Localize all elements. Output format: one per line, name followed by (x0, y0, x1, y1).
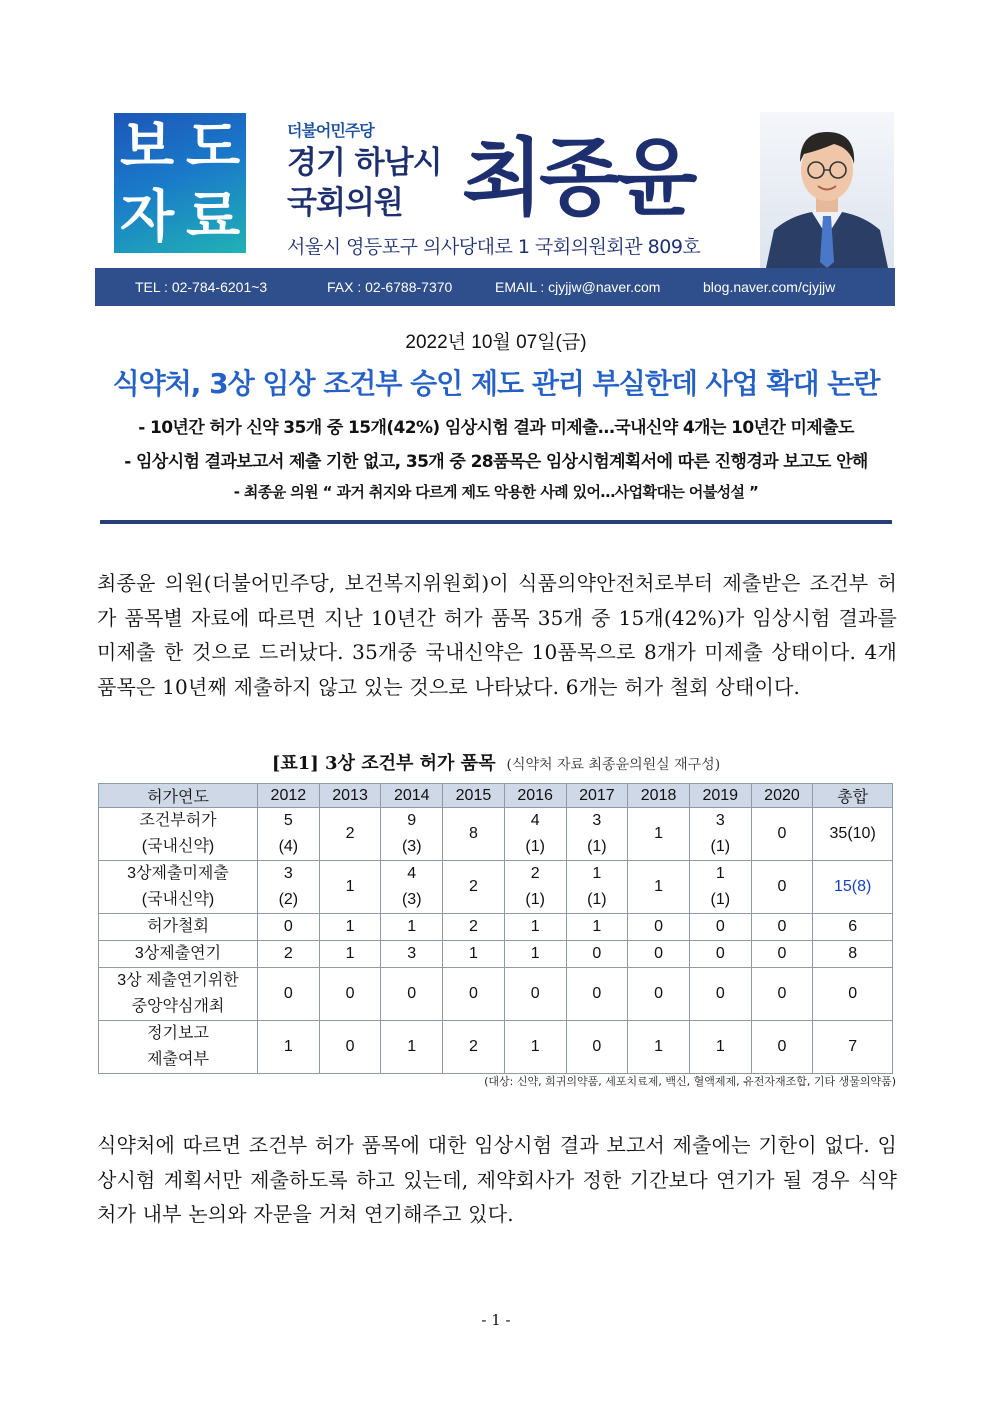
member-title (287, 143, 442, 223)
cell-value: 0 (283, 985, 293, 1002)
table-cell (381, 1021, 443, 1074)
table-cell (751, 808, 813, 861)
row-label-line: (국내신약) (141, 838, 215, 855)
table-cell (566, 1021, 628, 1074)
cell-value: 8 (848, 945, 858, 962)
table-row (99, 808, 893, 861)
cell-value: 0 (715, 918, 725, 935)
cell-value: 7 (848, 1038, 858, 1055)
row-label-line: 조건부허가 (139, 812, 217, 829)
divider-rule (100, 520, 892, 524)
cell-value: 0 (283, 918, 293, 935)
table-cell (319, 1021, 381, 1074)
table-cell (628, 968, 690, 1021)
badge-char: 료 (185, 185, 241, 250)
table-cell (689, 808, 751, 861)
table-title: [표1] 3상 조건부 허가 품목 (271, 753, 496, 774)
contact-email[interactable]: EMAIL : cjyjjw@naver.com (495, 279, 661, 295)
table-cell (751, 941, 813, 968)
table-cell (504, 861, 566, 914)
row-label-line: 3상제출연기 (134, 945, 222, 962)
title-line: 국회의원 (287, 185, 403, 221)
member-portrait (760, 112, 894, 268)
table-cell (504, 1021, 566, 1074)
cell-value: 0 (777, 945, 787, 962)
table-cell (381, 808, 443, 861)
table-cell (566, 941, 628, 968)
row-label-line: 허가철회 (147, 918, 209, 935)
table-header-row (99, 784, 893, 808)
cell-value: 6 (848, 918, 858, 935)
header-cell: 총합 (813, 784, 893, 808)
table-cell (628, 1021, 690, 1074)
cell-value: 3 (407, 945, 417, 962)
contact-tel: TEL : 02-784-6201~3 (135, 279, 268, 295)
table-cell (751, 861, 813, 914)
party-name: 더불어민주당 (287, 121, 374, 140)
table-cell (689, 914, 751, 941)
cell-value: (1) (587, 891, 607, 908)
cell-value: 2 (530, 865, 540, 882)
header-cell: 2019 (689, 784, 751, 808)
table-cell (751, 914, 813, 941)
cell-value: 15(8) (833, 878, 872, 895)
cell-value: 1 (283, 1038, 293, 1055)
table-row (99, 968, 893, 1021)
cell-value: 0 (592, 985, 602, 1002)
cell-value: 1 (530, 918, 540, 935)
cell-value: 0 (654, 985, 664, 1002)
header-cell: 2013 (319, 784, 381, 808)
table-cell (504, 941, 566, 968)
cell-value: 1 (345, 945, 355, 962)
table-cell (443, 861, 505, 914)
cell-value: 0 (469, 985, 478, 1002)
table-cell (381, 941, 443, 968)
body-paragraph: 최종윤 의원(더불어민주당, 보건복지위원회)이 식품의약안전처로부터 제출받은 조건부 허가 품목별 자료에 따르면 지난 10년간 허가 품목 35개 중 15개(42%)가 임상시험 결과를 미제출 한 것으로 드러났다. 35개중 국내신약은 10품목으로 8개가 미제출 상태이다. 4개 품목은 10년째 제출하지 않고 있는 것으로 나타났다. 6개는 허가 철회 상태이다. (97, 571, 897, 699)
row-label (99, 1021, 258, 1074)
header-cell: 2012 (258, 784, 320, 808)
header-cell: 2020 (751, 784, 813, 808)
header-cell: 2017 (566, 784, 628, 808)
cell-value: 1 (530, 1038, 540, 1055)
cell-value: 1 (407, 918, 417, 935)
cell-value: 1 (592, 865, 602, 882)
table-cell (566, 968, 628, 1021)
cell-value: (1) (525, 838, 545, 855)
cell-value: 1 (654, 1038, 664, 1055)
table-caption (0, 749, 992, 775)
table-cell (504, 914, 566, 941)
table-cell (628, 808, 690, 861)
table-cell (813, 914, 893, 941)
row-label-line: 중앙약심개최 (131, 998, 225, 1015)
header-cell: 2018 (628, 784, 690, 808)
row-label-line: 정기보고 (147, 1025, 209, 1042)
press-release-badge (114, 113, 246, 253)
cell-value: 0 (777, 918, 787, 935)
table-cell (319, 861, 381, 914)
cell-value: (4) (278, 838, 299, 855)
cell-value: 1 (345, 918, 355, 935)
cell-value: 0 (715, 985, 725, 1002)
contact-fax: FAX : 02-6788-7370 (327, 279, 453, 295)
table-cell (504, 808, 566, 861)
table-cell (813, 861, 893, 914)
cell-value: 1 (407, 1038, 417, 1055)
cell-value: 2 (283, 945, 293, 962)
body-paragraph: 식약처에 따르면 조건부 허가 품목에 대한 임상시험 결과 보고서 제출에는 기한이 없다. 임상시험 계획서만 제출하도록 하고 있는데, 제약회사가 정한 기간보다 연기가 될 경우 식약처가 내부 논의와 자문을 거쳐 연기해주고 있다. (97, 1133, 897, 1226)
cell-value: 3 (283, 865, 293, 882)
table-cell (258, 1021, 320, 1074)
row-label (99, 941, 258, 968)
table-cell (319, 941, 381, 968)
table-cell (566, 914, 628, 941)
portrait-image (760, 112, 894, 268)
headline: 식약처, 3상 임상 조건부 승인 제도 관리 부실한데 사업 확대 논란 (112, 367, 880, 400)
cell-value: 0 (777, 985, 787, 1002)
cell-value: 1 (715, 1038, 725, 1055)
table-cell (813, 968, 893, 1021)
cell-value: 4 (530, 812, 540, 829)
cell-value: 3 (715, 812, 725, 829)
cell-value: 3 (592, 812, 602, 829)
table-cell (813, 941, 893, 968)
cell-value: (1) (710, 891, 731, 908)
table-row (99, 861, 893, 914)
cell-value: 0 (592, 1038, 602, 1055)
row-label (99, 968, 258, 1021)
approval-stats-table (98, 783, 893, 1074)
row-label (99, 808, 258, 861)
header-cell: 허가연도 (99, 784, 258, 808)
release-date: 2022년 10월 07일(금) (405, 332, 587, 353)
row-label-line: 3상 제출연기위한 (117, 972, 239, 989)
cell-value: 0 (530, 985, 540, 1002)
table-cell (381, 861, 443, 914)
table-cell (751, 968, 813, 1021)
table-cell (258, 968, 320, 1021)
cell-value: (1) (710, 838, 731, 855)
table-row (99, 941, 893, 968)
cell-value: 0 (345, 1038, 355, 1055)
cell-value: 1 (715, 865, 725, 882)
cell-value: 1 (345, 878, 355, 895)
table-row (99, 1021, 893, 1074)
cell-value: 0 (654, 918, 664, 935)
table-cell (689, 968, 751, 1021)
table-cell (319, 914, 381, 941)
cell-value: 8 (469, 825, 478, 842)
table-cell (258, 941, 320, 968)
header-cell: 2016 (504, 784, 566, 808)
row-label-line: 3상제출미제출 (127, 865, 229, 882)
table-cell (443, 808, 505, 861)
subheadline: - 10년간 허가 신약 35개 중 15개(42%) 임상시험 결과 미제출…국내신약 4개는 10년간 미제출도 (138, 418, 854, 438)
cell-value: (3) (401, 891, 422, 908)
member-name: 최종윤 (462, 129, 694, 227)
table-cell (689, 1021, 751, 1074)
region-line: 경기 하남시 (287, 145, 442, 181)
row-label (99, 914, 258, 941)
row-label-line: 제출여부 (147, 1051, 209, 1068)
cell-value: 0 (715, 945, 725, 962)
cell-value: 0 (848, 985, 858, 1002)
table-cell (751, 1021, 813, 1074)
cell-value: (3) (401, 838, 422, 855)
cell-value: 5 (283, 812, 293, 829)
cell-value: 2 (345, 825, 355, 842)
cell-value: 0 (592, 945, 602, 962)
cell-value: 0 (777, 878, 787, 895)
cell-value: 9 (407, 812, 417, 829)
table-source: (식약처 자료 최종윤의원실 재구성) (506, 757, 721, 773)
table-cell (381, 968, 443, 1021)
table-cell (258, 808, 320, 861)
table-cell (689, 941, 751, 968)
cell-value: 1 (654, 825, 664, 842)
badge-char: 보 (119, 115, 175, 180)
cell-value: (1) (525, 891, 545, 908)
cell-value: 2 (469, 878, 478, 895)
table-cell (443, 1021, 505, 1074)
table-cell (813, 808, 893, 861)
table-cell (381, 914, 443, 941)
cell-value: 35(10) (829, 825, 876, 842)
cell-value: 1 (592, 918, 602, 935)
table-cell (628, 861, 690, 914)
table-cell (443, 941, 505, 968)
cell-value: 0 (654, 945, 664, 962)
office-address: 서울시 영등포구 의사당대로 1 국회의원회관 809호 (287, 236, 701, 258)
table-cell (258, 914, 320, 941)
table-cell (504, 968, 566, 1021)
header-cell: 2015 (443, 784, 505, 808)
cell-value: 0 (777, 1038, 787, 1055)
cell-value: (1) (587, 838, 607, 855)
cell-value: 1 (530, 945, 540, 962)
cell-value: 0 (345, 985, 355, 1002)
table-cell (566, 861, 628, 914)
cell-value: 0 (777, 825, 787, 842)
table-note: (대상: 신약, 희귀의약품, 세포치료제, 백신, 혈액제제, 유전자재조합, 기타 생물의약품) (484, 1075, 896, 1088)
subheadline: - 임상시험 결과보고서 제출 기한 없고, 35개 중 28품목은 임상시험계획서에 따른 진행경과 보고도 안해 (124, 452, 868, 472)
cell-value: 4 (407, 865, 417, 882)
table-cell (566, 808, 628, 861)
table-cell (628, 941, 690, 968)
cell-value: 2 (469, 918, 478, 935)
badge-char: 자 (119, 185, 175, 250)
page-number: - 1 - (481, 1311, 511, 1329)
subheadline: - 최종윤 의원 “ 과거 취지와 다르게 제도 악용한 사례 있어…사업확대는 어불성설 ” (233, 483, 759, 501)
table-row (99, 914, 893, 941)
table-cell (319, 808, 381, 861)
cell-value: 1 (469, 945, 478, 962)
table-cell (319, 968, 381, 1021)
table-cell (443, 968, 505, 1021)
table-cell (258, 861, 320, 914)
table-cell (813, 1021, 893, 1074)
table-cell (689, 861, 751, 914)
cell-value: 2 (469, 1038, 478, 1055)
cell-value: (2) (278, 891, 299, 908)
table-cell (628, 914, 690, 941)
cell-value: 1 (654, 878, 664, 895)
table-cell (443, 914, 505, 941)
row-label (99, 861, 258, 914)
contact-bar (95, 268, 895, 306)
contact-blog[interactable]: blog.naver.com/cjyjjw (703, 279, 836, 295)
badge-char: 도 (185, 115, 241, 180)
cell-value: 0 (407, 985, 417, 1002)
header-cell: 2014 (381, 784, 443, 808)
row-label-line: (국내신약) (141, 891, 215, 908)
